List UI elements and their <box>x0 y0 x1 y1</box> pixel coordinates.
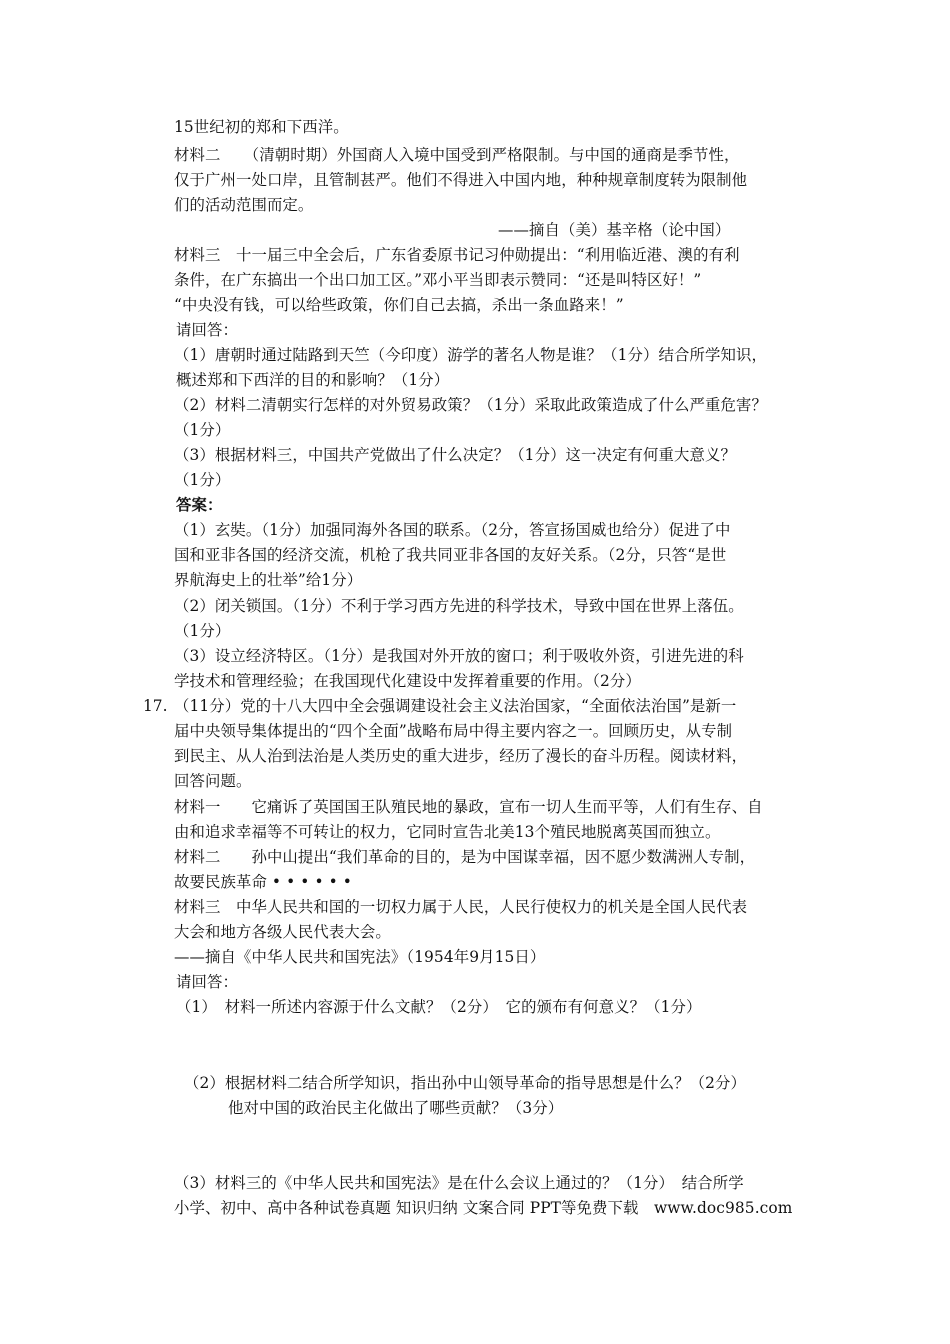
text-line: 由和追求幸福等不可转让的权力，它同时宣告北美13个殖民地脱离英国而独立。 <box>174 823 721 841</box>
text-line: “中央没有钱，可以给些政策，你们自己去搞，杀出一条血路来！” <box>174 296 624 314</box>
question-line: （3）材料三的《中华人民共和国宪法》是在什么会议上通过的？（1分） 结合所学 <box>174 1174 744 1192</box>
question-number: 17. <box>143 697 168 715</box>
answer-line: （3）设立经济特区。（1分）是我国对外开放的窗口；利于吸收外资，引进先进的科 <box>174 647 744 665</box>
text-line: 仅于广州一处口岸，且管制甚严。他们不得进入中国内地，种种规章制度转为限制他 <box>174 171 748 189</box>
question-line: 概述郑和下西洋的目的和影响？（1分） <box>176 371 450 389</box>
answer-line: （1）玄奘。（1分）加强同海外各国的联系。（2分，答宣扬国威也给分）促进了中 <box>174 521 731 539</box>
question-line: （1分） <box>174 421 231 439</box>
text-line: 条件，在广东搞出一个出口加工区。”邓小平当即表示赞同：“还是叫特区好！” <box>174 271 702 289</box>
text-line: 回答问题。 <box>174 772 252 790</box>
answer-heading: 答案： <box>176 496 223 514</box>
text-line: 材料三 十一届三中全会后，广东省委原书记习仲勋提出：“利用临近港、澳的有利 <box>174 246 740 264</box>
text-line: 故要民族革命 • • • • • • <box>174 873 352 891</box>
text-line: 届中央领导集体提出的“四个全面”战略布局中得主要内容之一。回顾历史，从专制 <box>174 722 733 740</box>
question-line: （2）根据材料二结合所学知识，指出孙中山领导革命的指导思想是什么？（2分） <box>184 1074 746 1092</box>
question-line: （1）唐朝时通过陆路到天竺（今印度）游学的著名人物是谁？（1分）结合所学知识， <box>174 346 767 364</box>
answer-line: 学技术和管理经验；在我国现代化建设中发挥着重要的作用。（2分） <box>174 672 641 690</box>
question-line: 他对中国的政治民主化做出了哪些贡献？（3分） <box>228 1099 564 1117</box>
text-line: 请回答： <box>176 321 238 339</box>
text-line: 材料三 中华人民共和国的一切权力属于人民，人民行使权力的机关是全国人民代表 <box>174 898 748 916</box>
answer-line: （2）闭关锁国。（1分）不利于学习西方先进的科学技术，导致中国在世界上落伍。 <box>174 597 744 615</box>
text-line: 大会和地方各级人民代表大会。 <box>174 923 391 941</box>
footer-line: 小学、初中、高中各种试卷真题 知识归纳 文案合同 PPT等免费下载 www.doc985.com <box>174 1199 793 1217</box>
answer-line: （1分） <box>174 622 231 640</box>
citation-line: ——摘自《中华人民共和国宪法》（1954年9月15日） <box>174 948 546 966</box>
text-line: 们的活动范围而定。 <box>174 196 314 214</box>
text-line: 材料二 （清朝时期）外国商人入境中国受到严格限制。与中国的通商是季节性， <box>174 146 740 164</box>
citation-line: ——摘自（美）基辛格（论中国） <box>498 221 731 239</box>
question-line: （1） 材料一所述内容源于什么文献？（2分） 它的颁布有何意义？（1分） <box>176 998 702 1016</box>
text-line: 材料二 孙中山提出“我们革命的目的，是为中国谋幸福，因不愿少数满洲人专制， <box>174 848 756 866</box>
answer-line: 国和亚非各国的经济交流，机枪了我共同亚非各国的友好关系。（2分，只答“是世 <box>174 546 727 564</box>
text-line: 15世纪初的郑和下西洋。 <box>174 118 349 136</box>
question-line: （1分） <box>174 471 231 489</box>
question-line: （3）根据材料三，中国共产党做出了什么决定？（1分）这一决定有何重大意义？ <box>174 446 736 464</box>
text-line: 材料一 它痛诉了英国国王队殖民地的暴政，宣布一切人生而平等，人们有生存、自 <box>174 798 763 816</box>
text-line: 到民主、从人治到法治是人类历史的重大进步，经历了漫长的奋斗历程。阅读材料， <box>174 747 748 765</box>
answer-line: 界航海史上的壮举”给1分） <box>174 571 363 589</box>
text-line: 请回答： <box>176 973 238 991</box>
question-line: （2）材料二清朝实行怎样的对外贸易政策？（1分）采取此政策造成了什么严重危害？ <box>174 396 767 414</box>
text-line: （11分）党的十八大四中全会强调建设社会主义法治国家，“全面依法治国”是新一 <box>174 697 737 715</box>
